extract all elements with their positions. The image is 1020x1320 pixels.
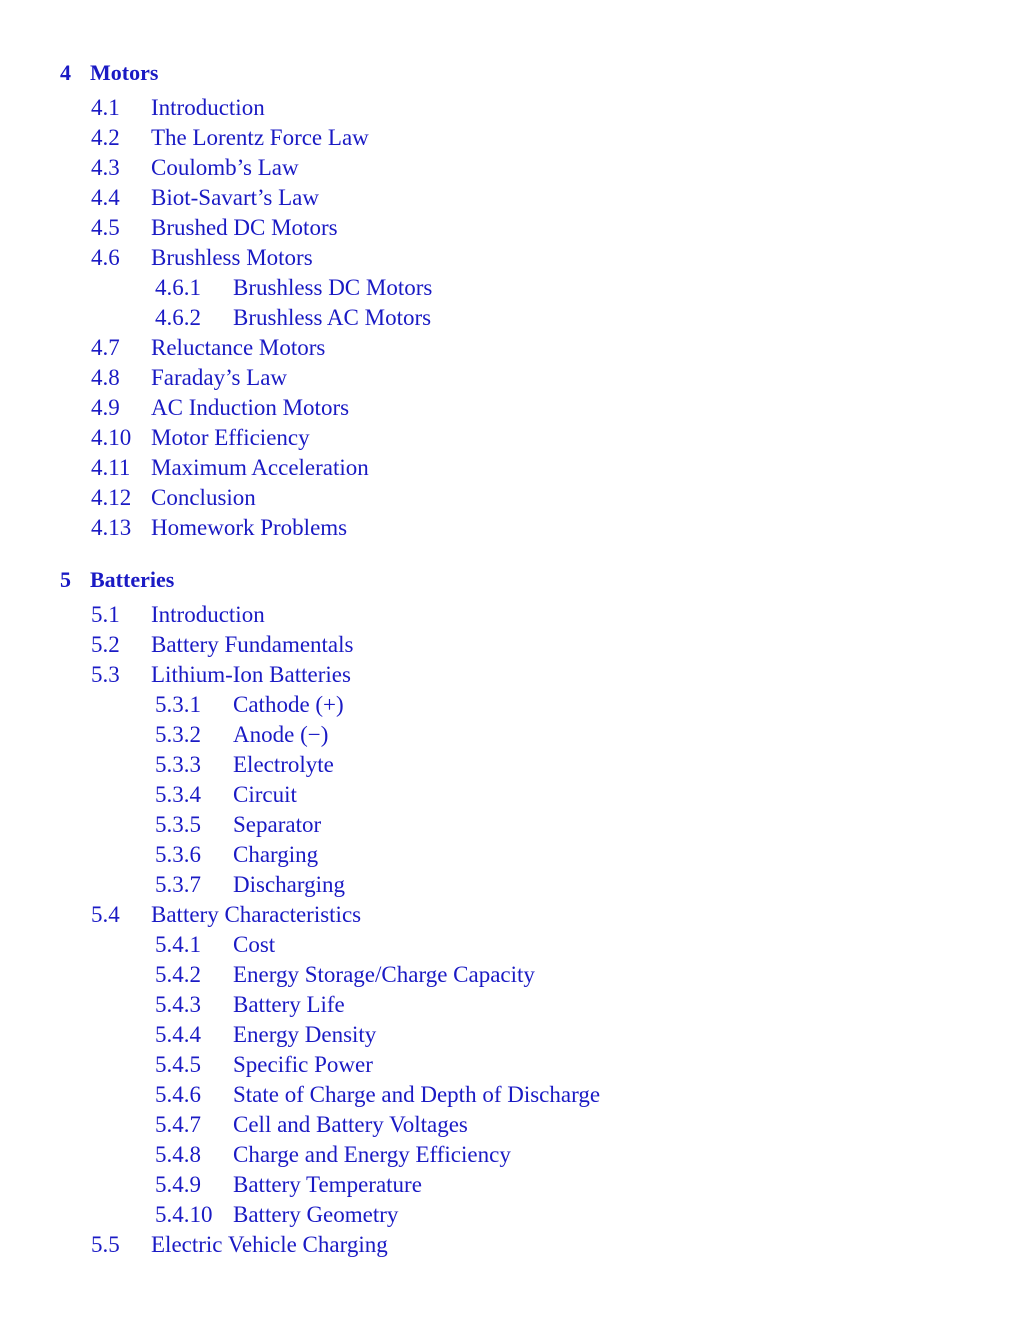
toc-entry-title: Brushless DC Motors: [233, 275, 433, 300]
toc-entry-number: 4.6.1: [155, 275, 201, 300]
toc-entry-title: Battery Fundamentals: [151, 632, 354, 657]
toc-section-link[interactable]: [0, 423, 1020, 453]
toc-entry-title: Cost: [233, 932, 276, 957]
toc-section-link[interactable]: [0, 183, 1020, 213]
toc-entry-title: Faraday’s Law: [151, 365, 288, 390]
toc-entry-number: 5.4.10: [155, 1202, 213, 1227]
toc-entry-number: 5.4.8: [155, 1142, 201, 1167]
toc-entry-number: 4.12: [91, 485, 132, 510]
toc-chapter-link[interactable]: [0, 58, 1020, 88]
toc-section-link[interactable]: [0, 483, 1020, 513]
toc-entry-number: 5.4.2: [155, 962, 201, 987]
toc-entry-number: 5.3.7: [155, 872, 201, 897]
toc-entry-number: 5.4.4: [155, 1022, 201, 1047]
toc-subsection-link[interactable]: [0, 960, 1020, 990]
toc-entry-title: Discharging: [233, 872, 346, 897]
toc-subsection-link[interactable]: [0, 1110, 1020, 1140]
toc-subsection-link[interactable]: [0, 1200, 1020, 1230]
toc-entry-number: 5.4: [91, 902, 120, 927]
toc-subsection-link[interactable]: [0, 750, 1020, 780]
toc-section-link[interactable]: [0, 1230, 1020, 1260]
toc-entry-title: Charging: [233, 842, 319, 867]
toc-entry-number: 5.1: [91, 602, 120, 627]
toc-subsection-link[interactable]: [0, 930, 1020, 960]
toc-entry-number: 4.5: [91, 215, 120, 240]
toc-entry-title: Battery Life: [233, 992, 345, 1017]
toc-entry-title: Battery Temperature: [233, 1172, 422, 1197]
toc-entry-title: Battery Characteristics: [151, 902, 362, 927]
toc-section-link[interactable]: [0, 900, 1020, 930]
toc-section-link[interactable]: [0, 363, 1020, 393]
toc-entry-number: 5.4.9: [155, 1172, 201, 1197]
toc-entry-number: 4.8: [91, 365, 120, 390]
toc-subsection-link[interactable]: [0, 1020, 1020, 1050]
toc-entry-title: Homework Problems: [151, 515, 348, 540]
toc-entry-number: 4.1: [91, 95, 120, 120]
toc-entry-number: 5: [60, 567, 71, 592]
toc-entry-title: The Lorentz Force Law: [151, 125, 369, 150]
toc-entry-title: Specific Power: [233, 1052, 373, 1077]
toc-subsection-link[interactable]: [0, 1080, 1020, 1110]
toc-subsection-link[interactable]: [0, 780, 1020, 810]
toc-entry-number: 5.3.5: [155, 812, 201, 837]
toc-section-link[interactable]: [0, 243, 1020, 273]
toc-entry-title: Biot-Savart’s Law: [151, 185, 319, 210]
toc-section-link[interactable]: [0, 153, 1020, 183]
toc-subsection-link[interactable]: [0, 303, 1020, 333]
toc-subsection-link[interactable]: [0, 273, 1020, 303]
toc-entry-title: Charge and Energy Efficiency: [233, 1142, 511, 1167]
toc-subsection-link[interactable]: [0, 720, 1020, 750]
toc-entry-number: 5.4.1: [155, 932, 201, 957]
toc-section-link[interactable]: [0, 93, 1020, 123]
toc-entry-title: Reluctance Motors: [151, 335, 326, 360]
toc-entry-number: 4.7: [91, 335, 120, 360]
toc-entry-title: Cathode (+): [233, 692, 344, 717]
toc-entry-number: 5.2: [91, 632, 120, 657]
toc-entry-number: 4: [60, 60, 71, 85]
toc-entry-number: 5.3.2: [155, 722, 201, 747]
toc-entry-title: AC Induction Motors: [151, 395, 350, 420]
toc-section-link[interactable]: [0, 453, 1020, 483]
toc-section-link[interactable]: [0, 660, 1020, 690]
toc-entry-title: Motors: [90, 60, 159, 85]
toc-entry-title: Electric Vehicle Charging: [151, 1232, 388, 1257]
toc-entry-number: 5.4.6: [155, 1082, 201, 1107]
toc-entry-title: Motor Efficiency: [151, 425, 310, 450]
toc-subsection-link[interactable]: [0, 990, 1020, 1020]
toc-entry-title: Cell and Battery Voltages: [233, 1112, 468, 1137]
toc-entry-number: 4.13: [91, 515, 132, 540]
toc-entry-title: Batteries: [90, 567, 175, 592]
toc-entry-number: 5.3.3: [155, 752, 201, 777]
toc-entry-number: 4.9: [91, 395, 120, 420]
toc-entry-title: Coulomb’s Law: [151, 155, 299, 180]
toc-entry-title: Energy Storage/Charge Capacity: [233, 962, 535, 987]
toc-entry-title: Battery Geometry: [233, 1202, 399, 1227]
toc-subsection-link[interactable]: [0, 1170, 1020, 1200]
toc-entry-title: Introduction: [151, 95, 265, 120]
toc-section-link[interactable]: [0, 600, 1020, 630]
toc-section-link[interactable]: [0, 123, 1020, 153]
toc-entry-title: Brushed DC Motors: [151, 215, 338, 240]
toc-subsection-link[interactable]: [0, 690, 1020, 720]
toc-entry-number: 4.10: [91, 425, 132, 450]
toc-subsection-link[interactable]: [0, 810, 1020, 840]
toc-subsection-link[interactable]: [0, 1140, 1020, 1170]
toc-entry-title: Anode (−): [233, 722, 329, 747]
toc-entry-title: Conclusion: [151, 485, 256, 510]
toc-entry-title: Separator: [233, 812, 322, 837]
toc-entry-number: 5.3.1: [155, 692, 201, 717]
toc-entry-title: State of Charge and Depth of Discharge: [233, 1082, 601, 1107]
toc-section-link[interactable]: [0, 630, 1020, 660]
toc-entry-title: Energy Density: [233, 1022, 377, 1047]
toc-entry-number: 4.11: [91, 455, 131, 480]
toc-section-link[interactable]: [0, 393, 1020, 423]
toc-entry-title: Lithium-Ion Batteries: [151, 662, 351, 687]
toc-section-link[interactable]: [0, 333, 1020, 363]
toc-entry-title: Introduction: [151, 602, 265, 627]
toc-entry-number: 5.3: [91, 662, 120, 687]
toc-entry-title: Electrolyte: [233, 752, 334, 777]
toc-subsection-link[interactable]: [0, 870, 1020, 900]
toc-entry-title: Maximum Acceleration: [151, 455, 369, 480]
toc-entry-number: 4.4: [91, 185, 120, 210]
toc-entry-number: 5.3.4: [155, 782, 201, 807]
toc-entry-number: 4.6: [91, 245, 120, 270]
toc-subsection-link[interactable]: [0, 1050, 1020, 1080]
toc-subsection-link[interactable]: [0, 840, 1020, 870]
toc-entry-number: 5.5: [91, 1232, 120, 1257]
toc-entry-number: 4.3: [91, 155, 120, 180]
toc-section-link[interactable]: [0, 213, 1020, 243]
toc-entry-number: 4.2: [91, 125, 120, 150]
toc-entry-number: 4.6.2: [155, 305, 201, 330]
toc-entry-title: Circuit: [233, 782, 297, 807]
toc-chapter-link[interactable]: [0, 565, 1020, 595]
toc-section-link[interactable]: [0, 513, 1020, 543]
toc-entry-number: 5.4.3: [155, 992, 201, 1017]
toc-entry-number: 5.3.6: [155, 842, 201, 867]
toc-entry-title: Brushless AC Motors: [233, 305, 432, 330]
toc-entry-title: Brushless Motors: [151, 245, 313, 270]
toc-entry-number: 5.4.5: [155, 1052, 201, 1077]
toc-entry-number: 5.4.7: [155, 1112, 201, 1137]
